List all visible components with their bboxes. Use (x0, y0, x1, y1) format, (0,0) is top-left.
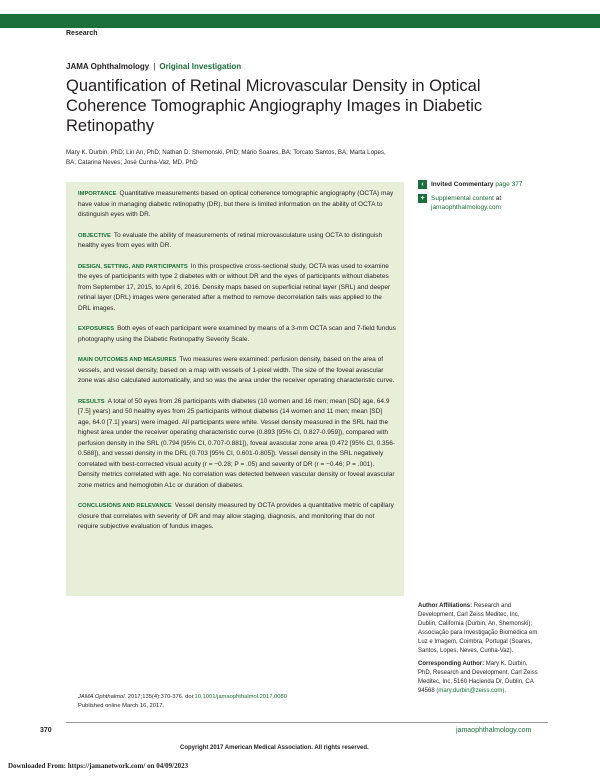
author-affiliations: Author Affiliations: Research and Development, Carl Zeiss Meditec, Inc, Dublin, California (Durbin, An, Shemonski); Associação para Investigação Biomédica em Luz e Imagem, Coimbra, Portugal (Soares, Santos, Lopes, Neves, Cunha-Vaz). Corresponding Author: Mary K. Durbin, PhD, Research and Development, Carl Zeiss Meditec, Inc, 5160 Hacienda Dr, Dublin, CA 94568 (mary.durbin@zeiss.com). (418, 603, 538, 694)
header-green-bar (0, 14, 600, 28)
invited-commentary-link[interactable]: ‹ Invited Commentary page 377 (418, 180, 548, 190)
footer-divider (66, 722, 548, 723)
article-title: Quantification of Retinal Microvascular Density in Optical Coherence Tomographic Angiography Images in Diabetic Retinopathy (66, 77, 483, 135)
abstract-exposures: EXPOSURES Both eyes of each participant were examined by means of a 3-mm OCTA scan and 7-field fundus photography using the Diabetic Retinopathy Severity Scale. (78, 325, 396, 343)
author-email-link[interactable]: (mary.durbin@zeiss.com). (436, 688, 507, 694)
abstract (78, 189, 396, 543)
author-list: Mary K. Durbin, PhD; Lin An, PhD; Nathan D. Shemonski, PhD; Mário Soares, BA; Torcato Santos, BA; Marta Lopes, BA; Catarina Neves; José Cunha-Vaz, MD, PhD (66, 149, 386, 166)
journal-name: JAMA Ophthalmology (66, 62, 150, 71)
journal-line (66, 62, 241, 71)
sidebar (418, 180, 548, 217)
abstract-results: RESULTS A total of 50 eyes from 26 participants with diabetes (10 women and 16 men; mean [SD] age, 64.9 [7.5] years) and 50 healthy eyes from 25 participants without diabetes (14 women and 11 men; mean [SD] age, 64.0 [7.1] years) were imaged. All participants were white. Vessel density measured in the SRL had the highest area under the receiver operating characteristic curve (0.893 [95% CI, 0.827-0.959]), compared with perfusion density in the SRL (0.794 [95% CI, 0.707-0.881]), foveal avascular zone area (0.472 [95% CI, 0.356-0.588]), and vessel density in the DRL (0.703 [95% CI, 0.601-0.805]). Vessel density in the SRL negatively correlated with best-corrected visual acuity (r = −0.28; P = .05) and severity of DR (r = −0.46; P = .001). Density metrics correlated with age. No correlation was detected between vascular density or foveal avascular zone metrics and hemoglobin A1c or duration of diabetes. (78, 397, 396, 489)
comment-icon: ‹ (418, 180, 427, 189)
abstract-objective: OBJECTIVE To evaluate the ability of measurements of retinal microvasculature using OCTA to distinguish healthy eyes from eyes with DR. (78, 231, 383, 249)
abstract-conclusions: CONCLUSIONS AND RELEVANCE Vessel density measured by OCTA provides a quantitative metric of capillary closure that correlates with severity of DR and may allow staging, diagnosis, and monitoring that do not require subjective evaluation of fundus images. (78, 502, 394, 530)
abstract-design: DESIGN, SETTING, AND PARTICIPANTS In this prospective cross-sectional study, OCTA was used to examine the eyes of participants with type 2 diabetes with or without DR and the eyes of participants without diabetes from September 17, 2015, to April 6, 2016. Density maps based on superficial retinal layer (SRL) and deeper retinal layer (DRL) images were generated after a method to remove decorrelation tails was applied to the DRL images. (78, 262, 391, 312)
doi-link[interactable]: 10.1001/jamaophthalmol.2017.0080 (194, 694, 287, 700)
abstract-importance: IMPORTANCE Quantitative measurements based on optical coherence tomographic angiography (OCTA) may have value in managing diabetic retinopathy (DR), but there is limited information on the ability of OCTA to distinguish eyes with DR. (78, 190, 394, 218)
citation: JAMA Ophthalmol. 2017;135(4):370-376. doi:10.1001/jamaophthalmol.2017.0080 Published online March 16, 2017. (78, 694, 287, 709)
download-stamp: Downloaded From: https://jamanetwork.com/ on 04/09/2023 (8, 762, 189, 770)
article-type: Original Investigation (159, 62, 242, 71)
journal-separator: | (153, 62, 156, 71)
journal-website-link[interactable]: jamaophthalmology.com (456, 727, 532, 734)
section-label: Research (66, 30, 98, 37)
copyright-notice: Copyright 2017 American Medical Association. All rights reserved. (180, 745, 369, 751)
abstract-outcomes: MAIN OUTCOMES AND MEASURES Two measures were examined: perfusion density, based on the area of vessels, and vessel density, based on a map with vessels of 1-pixel width. The size of the foveal avascular zone was also calculated automatically, and so was the area under the receiver operating characteristic curve. (78, 356, 395, 384)
plus-icon: + (418, 194, 427, 203)
page-number: 370 (40, 727, 52, 734)
supplemental-content-link[interactable]: + Supplemental content at jamaophthalmology.com (418, 194, 548, 213)
